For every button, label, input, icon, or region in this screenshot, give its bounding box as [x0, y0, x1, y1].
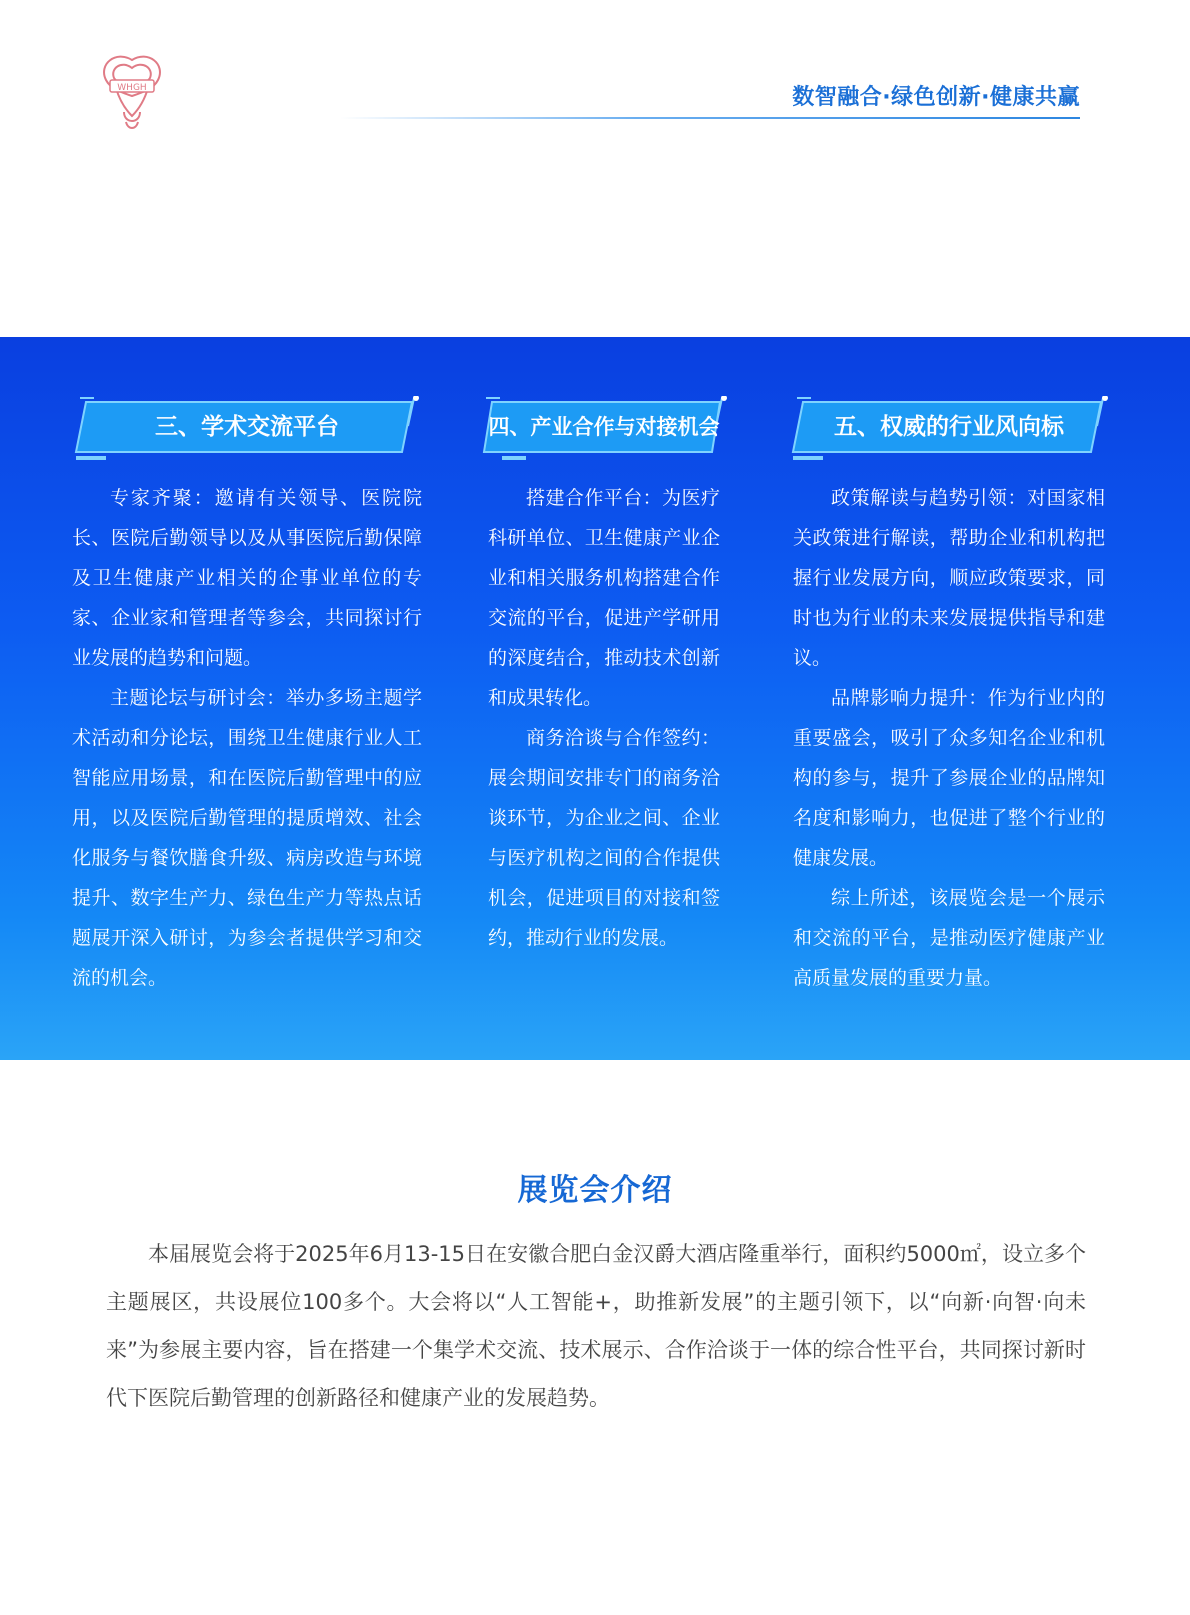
section-banner	[793, 396, 1105, 464]
section-banner	[72, 396, 422, 464]
section-paragraph: 政策解读与趋势引领：对国家相关政策进行解读，帮助企业和机构把握行业发展方向，顺应政策要求，同时也为行业的未来发展提供指导和建议。	[793, 487, 1105, 669]
section-title: 四、产业合作与对接机会	[488, 415, 720, 439]
section-title: 五、权威的行业风向标	[834, 414, 1064, 440]
section-paragraph: 主题论坛与研讨会：举办多场主题学术活动和分论坛，围绕卫生健康行业人工智能应用场景，和在医院后勤管理中的应用，以及医院后勤管理的提质增效、社会化服务与餐饮膳食升级、病房改造与环境提升、数字生产力、绿色生产力等热点话题展开深入研讨，为参会者提供学习和交流的机会。	[72, 687, 422, 989]
intro-body: 本届展览会将于2025年6月13-15日在安徽合肥白金汉爵大酒店隆重举行，面积约5000㎡，设立多个主题展区，共设展位100多个。大会将以“人工智能+，助推新发展”的主题引领下，以“向新·向智·向未来”为参展主要内容，旨在搭建一个集学术交流、技术展示、合作洽谈于一体的综合性平台，共同探讨新时代下医院后勤管理的创新路径和健康产业的发展趋势。	[106, 1242, 1086, 1410]
logo	[96, 52, 168, 132]
svg-text:WHGH: WHGH	[117, 83, 147, 93]
intro-title: 展览会介绍	[517, 1173, 673, 1208]
section-industry-cooperation	[488, 396, 720, 958]
section-paragraph: 专家齐聚：邀请有关领导、医院院长、医院后勤领导以及从事医院后勤保障及卫生健康产业相关的企事业单位的专家、企业家和管理者等参会，共同探讨行业发展的趋势和问题。	[72, 487, 422, 669]
section-academic-exchange	[72, 396, 422, 998]
knot-logo-icon	[96, 52, 168, 132]
header-divider	[340, 117, 1080, 119]
section-paragraph: 搭建合作平台：为医疗科研单位、卫生健康产业企业和相关服务机构搭建合作交流的平台，促进产学研用的深度结合，推动技术创新和成果转化。	[488, 487, 720, 709]
section-industry-benchmark	[793, 396, 1105, 998]
section-paragraph: 品牌影响力提升：作为行业内的重要盛会，吸引了众多知名企业和机构的参与，提升了参展企业的品牌知名度和影响力，也促进了整个行业的健康发展。	[793, 687, 1105, 869]
section-paragraph: 综上所述，该展览会是一个展示和交流的平台，是推动医疗健康产业高质量发展的重要力量。	[793, 887, 1105, 989]
section-paragraph: 商务洽谈与合作签约：展会期间安排专门的商务洽谈环节，为企业之间、企业与医疗机构之间的合作提供机会，促进项目的对接和签约，推动行业的发展。	[488, 727, 720, 949]
header-slogan: 数智融合·绿色创新·健康共赢	[792, 85, 1080, 110]
section-title: 三、学术交流平台	[155, 414, 339, 440]
section-banner	[488, 396, 720, 464]
